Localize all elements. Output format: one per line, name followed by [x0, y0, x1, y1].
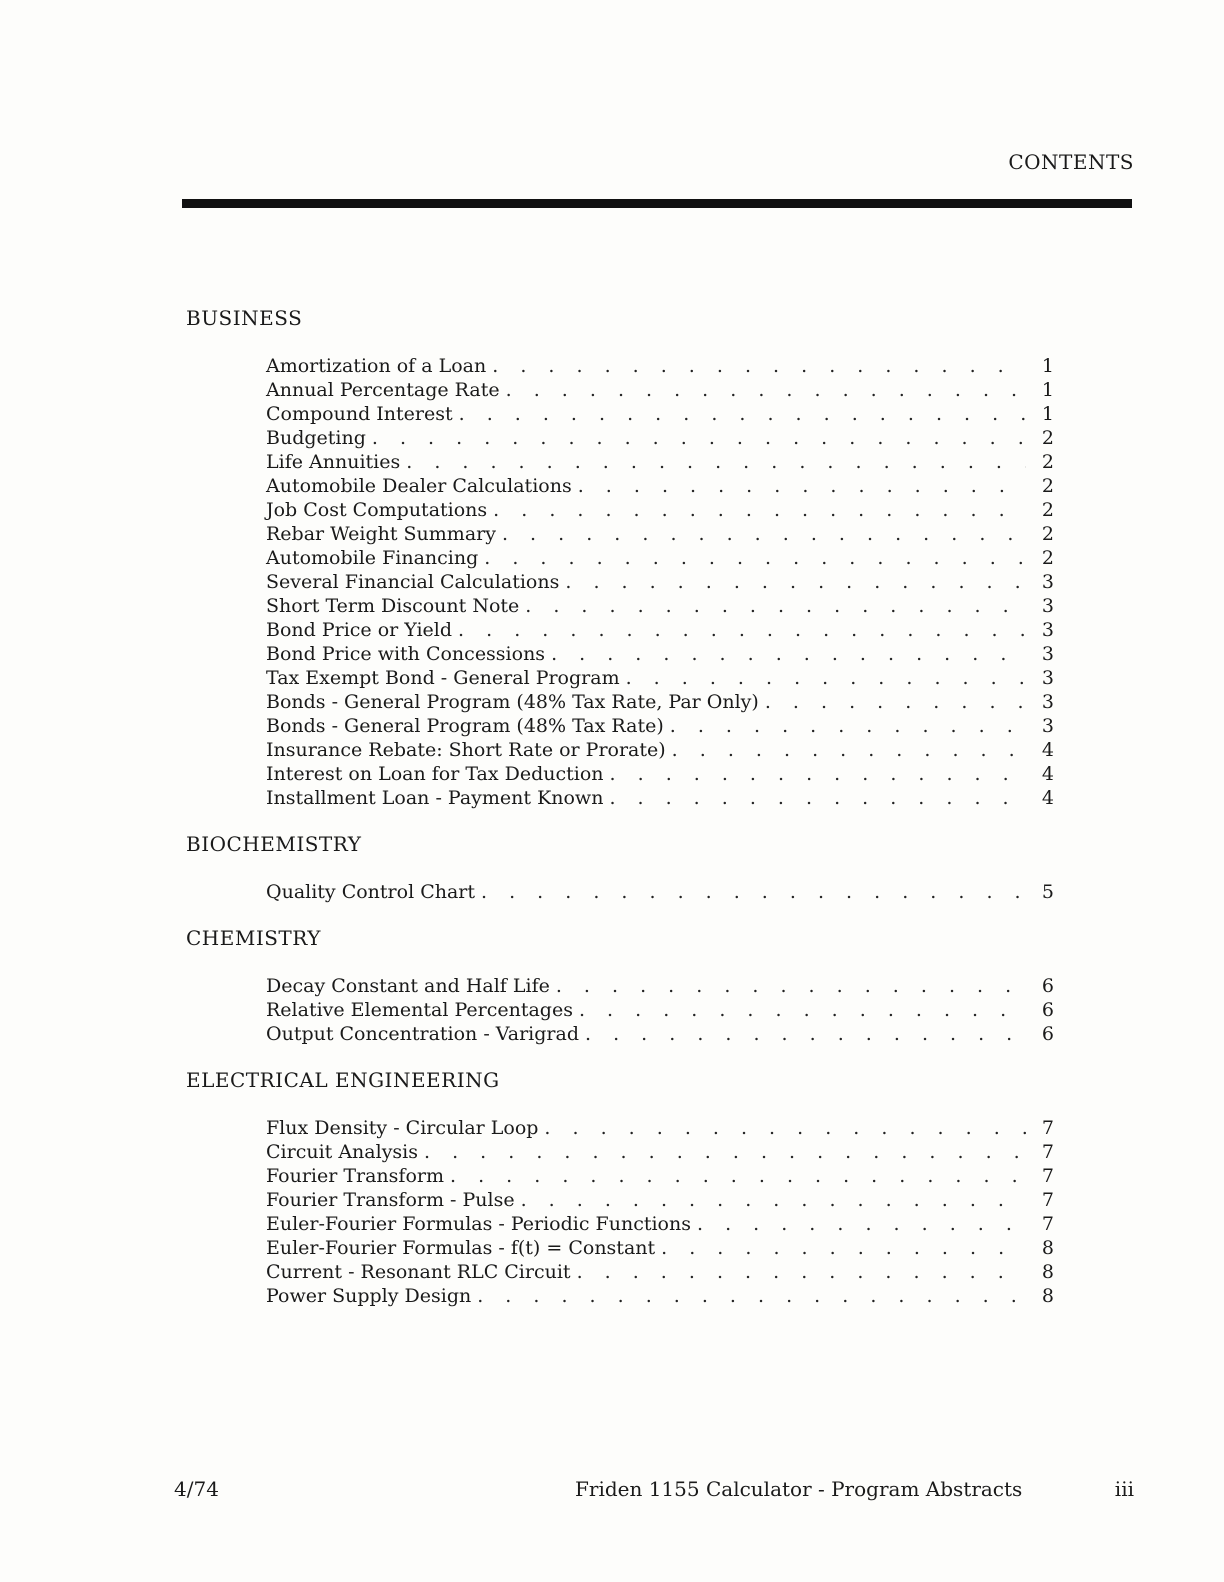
toc-entry — [266, 354, 1054, 378]
dot-leader — [544, 1116, 1026, 1140]
footer-document-title: Friden 1155 Calculator - Program Abstracts — [575, 1477, 1023, 1501]
entry-title: Short Term Discount Note — [266, 595, 520, 617]
entry-page-number: 2 — [1041, 427, 1054, 449]
dot-leader — [626, 666, 1026, 690]
entry-title: Installment Loan - Payment Known — [266, 787, 604, 809]
entry-title: Amortization of a Loan — [266, 355, 487, 377]
entry-page-number: 3 — [1041, 667, 1054, 689]
entry-page-number: 3 — [1041, 595, 1054, 617]
toc-entry — [266, 426, 1054, 450]
toc-entry — [266, 498, 1054, 522]
dot-leader — [492, 354, 1026, 378]
dot-leader — [579, 998, 1026, 1022]
dot-leader — [565, 570, 1026, 594]
entry-title: Flux Density - Circular Loop — [266, 1117, 539, 1139]
entry-page-number: 8 — [1041, 1261, 1054, 1283]
entry-title: Several Financial Calculations — [266, 571, 560, 593]
toc-entry — [266, 570, 1054, 594]
dot-leader — [525, 594, 1026, 618]
dot-leader — [765, 690, 1026, 714]
entry-title: Fourier Transform - Pulse — [266, 1189, 515, 1211]
section-entries — [266, 880, 1054, 904]
entry-title: Interest on Loan for Tax Deduction — [266, 763, 604, 785]
dot-leader — [481, 880, 1026, 904]
entry-page-number: 4 — [1041, 787, 1054, 809]
dot-leader — [670, 714, 1026, 738]
section-heading: CHEMISTRY — [186, 926, 321, 950]
toc-entry — [266, 1164, 1054, 1188]
toc-entry — [266, 974, 1054, 998]
entry-title: Bonds - General Program (48% Tax Rate, Par Only) — [266, 691, 759, 713]
entry-title: Decay Constant and Half Life — [266, 975, 550, 997]
toc-entry — [266, 450, 1054, 474]
toc-section — [186, 832, 1066, 904]
entry-title: Relative Elemental Percentages — [266, 999, 573, 1021]
dot-leader — [521, 1188, 1026, 1212]
entry-page-number: 3 — [1041, 643, 1054, 665]
toc-entry — [266, 1116, 1054, 1140]
entry-title: Tax Exempt Bond - General Program — [266, 667, 620, 689]
entry-title: Automobile Financing — [266, 547, 479, 569]
entry-title: Rebar Weight Summary — [266, 523, 496, 545]
toc-entry — [266, 666, 1054, 690]
entry-page-number: 2 — [1041, 523, 1054, 545]
toc-entry — [266, 1284, 1054, 1308]
entry-page-number: 6 — [1041, 975, 1054, 997]
entry-title: Current - Resonant RLC Circuit — [266, 1261, 571, 1283]
dot-leader — [609, 786, 1026, 810]
dot-leader — [450, 1164, 1026, 1188]
entry-page-number: 6 — [1041, 1023, 1054, 1045]
entry-page-number: 7 — [1041, 1165, 1054, 1187]
entry-title: Bonds - General Program (48% Tax Rate) — [266, 715, 664, 737]
toc-entry — [266, 1260, 1054, 1284]
entry-page-number: 3 — [1041, 715, 1054, 737]
entry-title: Output Concentration - Varigrad — [266, 1023, 579, 1045]
entry-page-number: 8 — [1041, 1285, 1054, 1307]
entry-page-number: 1 — [1041, 379, 1054, 401]
entry-page-number: 2 — [1041, 451, 1054, 473]
dot-leader — [372, 426, 1026, 450]
toc-entry — [266, 618, 1054, 642]
section-heading: BIOCHEMISTRY — [186, 832, 362, 856]
entry-title: Job Cost Computations — [266, 499, 488, 521]
dot-leader — [493, 498, 1026, 522]
section-entries — [266, 1116, 1054, 1308]
section-heading: BUSINESS — [186, 306, 303, 330]
entry-title: Annual Percentage Rate — [266, 379, 500, 401]
section-entries — [266, 354, 1054, 810]
entry-page-number: 2 — [1041, 547, 1054, 569]
dot-leader — [672, 738, 1026, 762]
entry-title: Bond Price with Concessions — [266, 643, 546, 665]
toc-section — [186, 1068, 1066, 1308]
entry-title: Euler-Fourier Formulas - Periodic Functions — [266, 1213, 691, 1235]
toc-entry — [266, 786, 1054, 810]
toc-entry — [266, 546, 1054, 570]
entry-title: Life Annuities — [266, 451, 401, 473]
entry-page-number: 3 — [1041, 691, 1054, 713]
toc-entry — [266, 1188, 1054, 1212]
footer-date: 4/74 — [174, 1477, 219, 1501]
dot-leader — [551, 642, 1026, 666]
dot-leader — [556, 974, 1026, 998]
entry-title: Insurance Rebate: Short Rate or Prorate) — [266, 739, 666, 761]
entry-title: Automobile Dealer Calculations — [266, 475, 572, 497]
toc-entry — [266, 880, 1054, 904]
toc-entry — [266, 1140, 1054, 1164]
entry-page-number: 5 — [1041, 881, 1054, 903]
toc-entry — [266, 714, 1054, 738]
dot-leader — [484, 546, 1026, 570]
entry-page-number: 4 — [1041, 739, 1054, 761]
entry-title: Compound Interest — [266, 403, 453, 425]
entry-title: Bond Price or Yield — [266, 619, 453, 641]
entry-title: Budgeting — [266, 427, 366, 449]
dot-leader — [506, 378, 1026, 402]
entry-page-number: 7 — [1041, 1141, 1054, 1163]
dot-leader — [697, 1212, 1026, 1236]
entry-page-number: 4 — [1041, 763, 1054, 785]
entry-page-number: 6 — [1041, 999, 1054, 1021]
toc-entry — [266, 690, 1054, 714]
dot-leader — [577, 1260, 1026, 1284]
dot-leader — [585, 1022, 1026, 1046]
dot-leader — [459, 402, 1026, 426]
dot-leader — [610, 762, 1026, 786]
toc-entry — [266, 378, 1054, 402]
toc-entry — [266, 1022, 1054, 1046]
header-rule — [182, 199, 1132, 208]
toc-entry — [266, 738, 1054, 762]
entry-page-number: 1 — [1041, 403, 1054, 425]
dot-leader — [502, 522, 1026, 546]
toc-entry — [266, 522, 1054, 546]
entry-page-number: 3 — [1041, 619, 1054, 641]
toc-entry — [266, 762, 1054, 786]
entry-page-number: 2 — [1041, 475, 1054, 497]
toc-entry — [266, 998, 1054, 1022]
entry-page-number: 3 — [1041, 571, 1054, 593]
section-entries — [266, 974, 1054, 1046]
toc-section — [186, 306, 1066, 810]
entry-page-number: 1 — [1041, 355, 1054, 377]
entry-title: Euler-Fourier Formulas - f(t) = Constant — [266, 1237, 656, 1259]
entry-page-number: 7 — [1041, 1213, 1054, 1235]
entry-title: Circuit Analysis — [266, 1141, 418, 1163]
toc-entry — [266, 402, 1054, 426]
toc-entry — [266, 1236, 1054, 1260]
toc-entry — [266, 594, 1054, 618]
entry-page-number: 7 — [1041, 1117, 1054, 1139]
entry-title: Quality Control Chart — [266, 881, 476, 903]
toc-section — [186, 926, 1066, 1046]
dot-leader — [406, 450, 1026, 474]
dot-leader — [424, 1140, 1026, 1164]
dot-leader — [661, 1236, 1026, 1260]
toc-entry — [266, 642, 1054, 666]
table-of-contents — [186, 306, 1066, 1330]
entry-page-number: 7 — [1041, 1189, 1054, 1211]
entry-page-number: 2 — [1041, 499, 1054, 521]
section-heading: ELECTRICAL ENGINEERING — [186, 1068, 500, 1092]
entry-page-number: 8 — [1041, 1237, 1054, 1259]
toc-entry — [266, 1212, 1054, 1236]
dot-leader — [458, 618, 1026, 642]
entry-title: Power Supply Design — [266, 1285, 472, 1307]
toc-entry — [266, 474, 1054, 498]
dot-leader — [477, 1284, 1026, 1308]
page-header-title: CONTENTS — [1008, 150, 1134, 174]
dot-leader — [578, 474, 1026, 498]
entry-title: Fourier Transform — [266, 1165, 444, 1187]
footer-page-number: iii — [1114, 1477, 1134, 1501]
